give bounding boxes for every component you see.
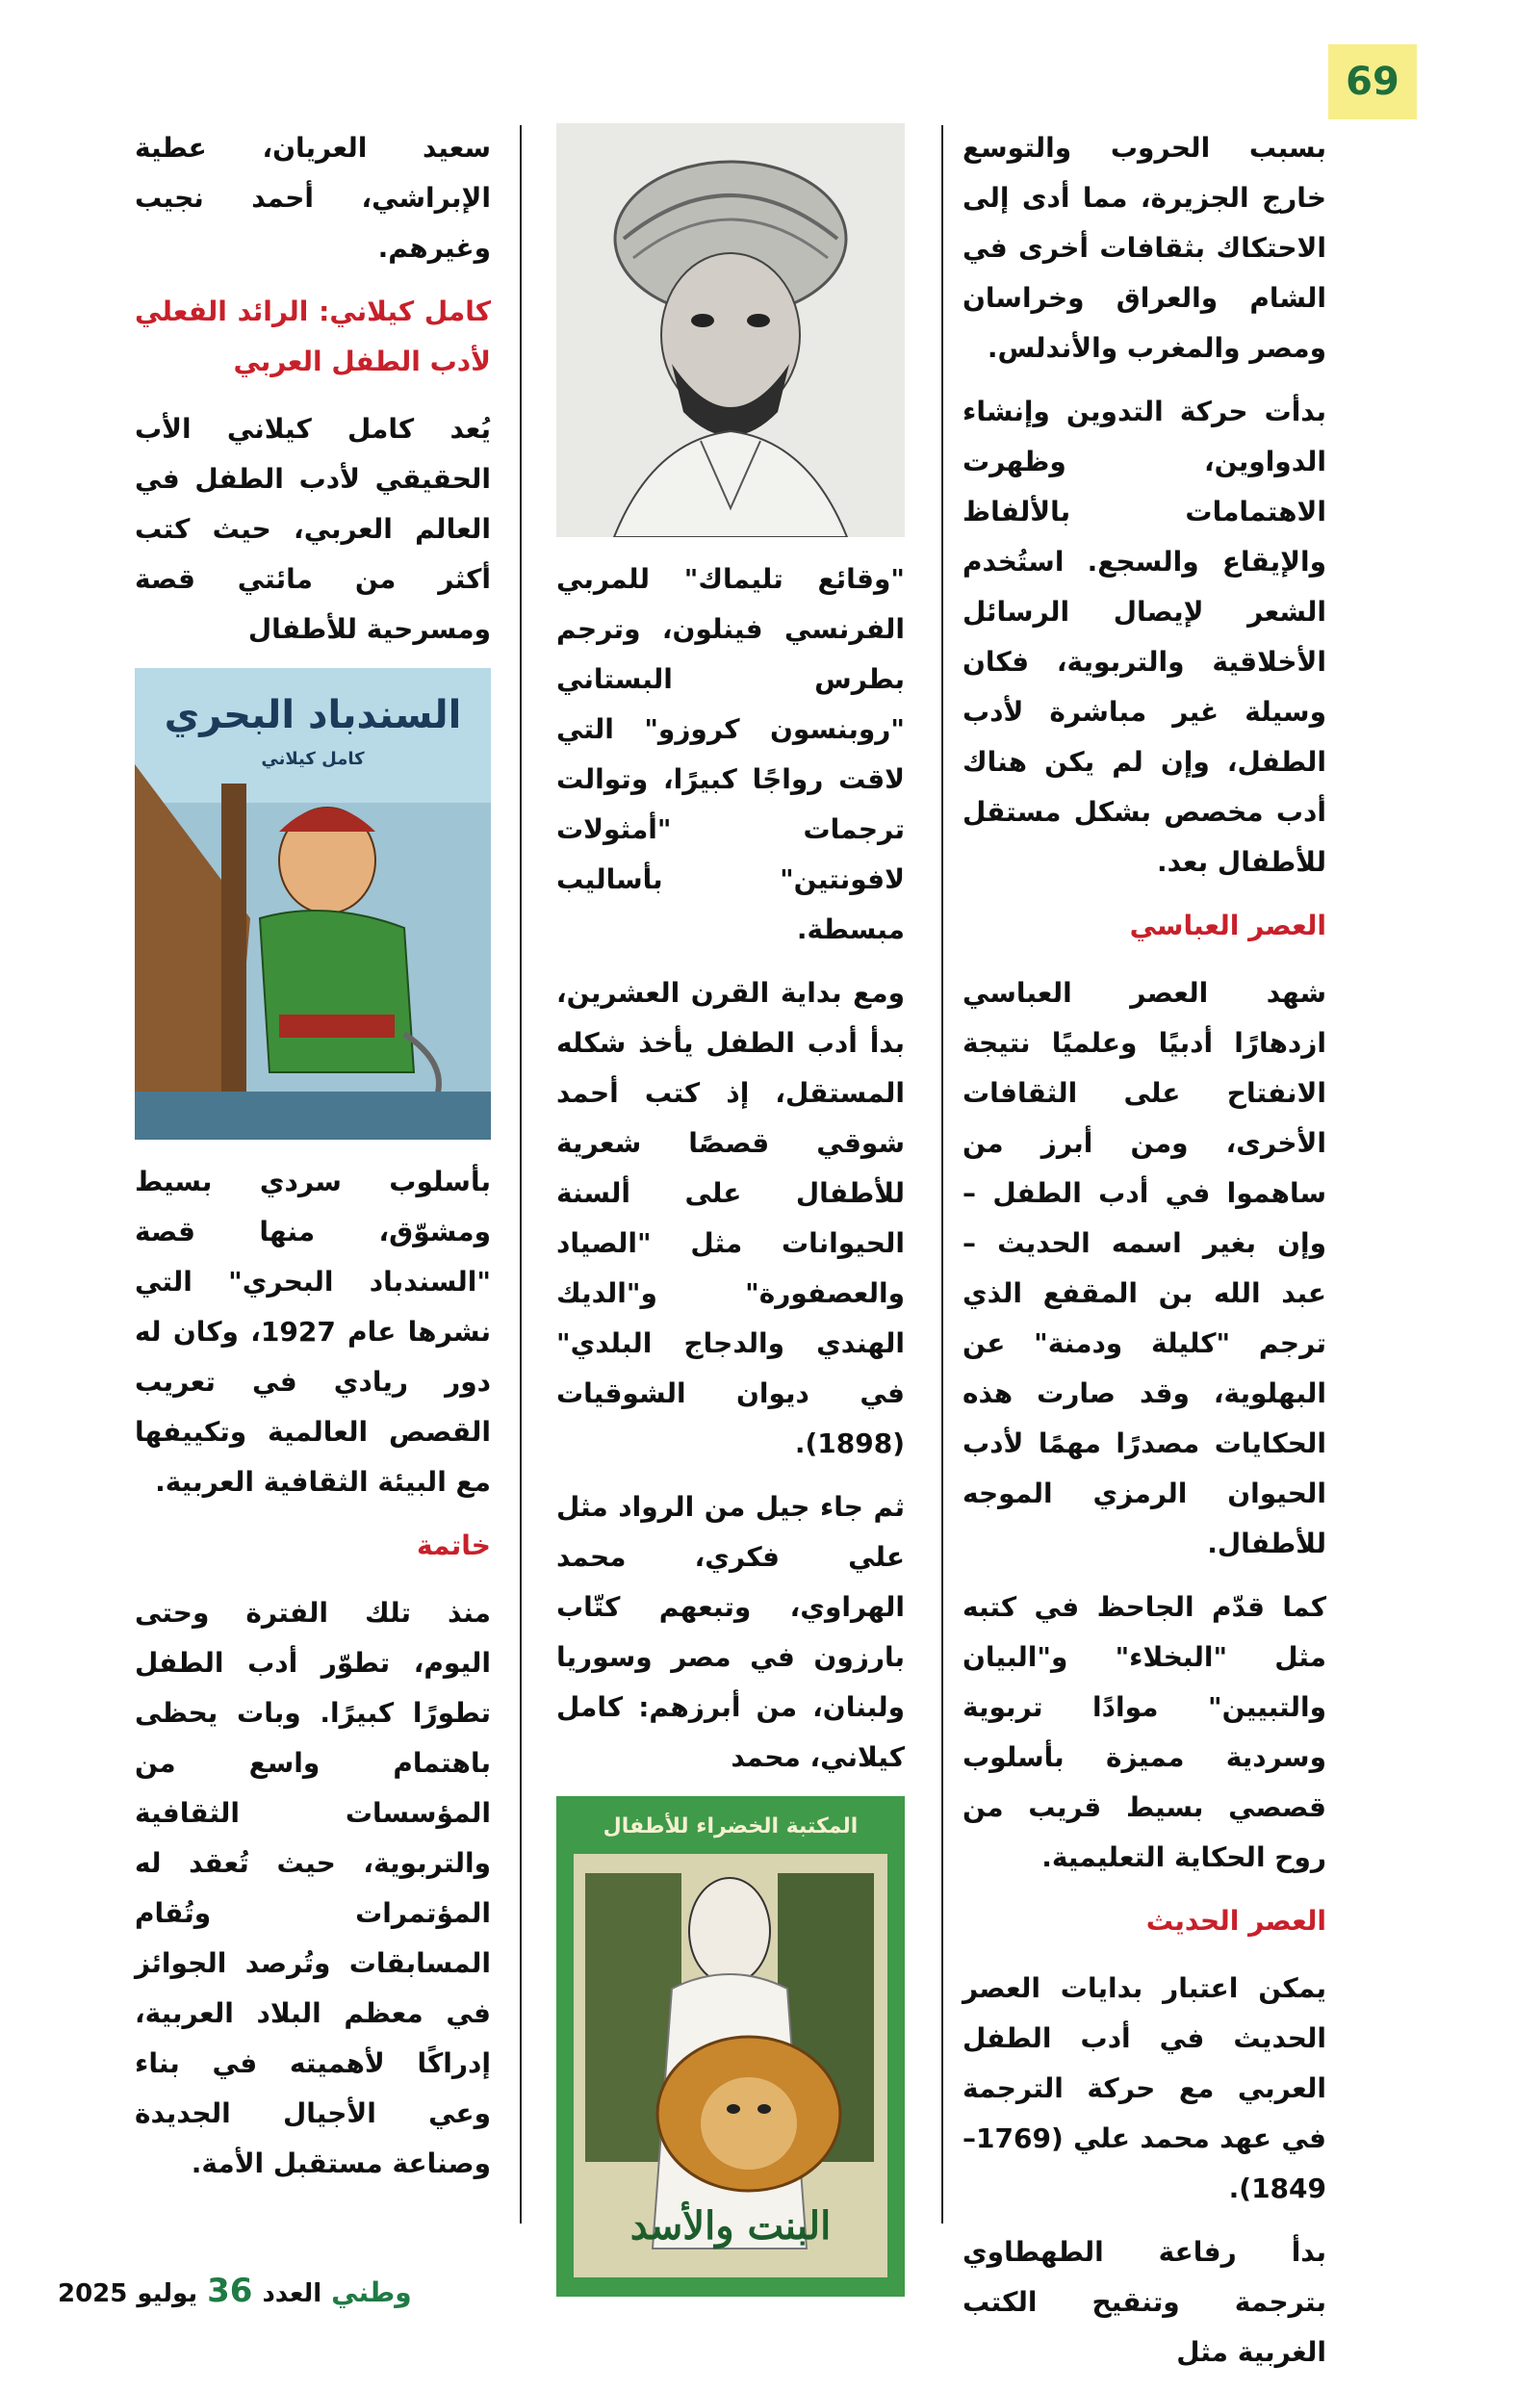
- section-heading-conclusion: خاتمة: [417, 1530, 491, 1561]
- issue-label: العدد: [262, 2279, 322, 2308]
- book2-series: المكتبة الخضراء للأطفال: [603, 1814, 859, 1838]
- paragraph: يمكن اعتبار بدايات العصر الحديث في أدب الطفل العربي مع حركة الترجمة في عهد محمد علي (1769–1849).: [962, 1972, 1326, 2204]
- book-cover-girl-and-lion: [556, 1796, 905, 2297]
- page-number: 69: [1328, 44, 1417, 119]
- book1-author: كامل كيلاني: [261, 749, 365, 769]
- paragraph: منذ تلك الفترة وحتى اليوم، تطوّر أدب الطفل تطورًا كبيرًا. وبات يحظى باهتمام واسع من المؤسسات الثقافية والتربوية، حيث تُعقد له المؤتمرات وتُقام المسابقات وتُرصد الجوائز في معظم البلاد العربية، إدراكًا لأهميته في بناء وعي الأجيال الجديدة وصناعة مستقبل الأمة.: [135, 1597, 491, 2179]
- paragraph: ثم جاء جيل من الرواد مثل علي فكري، محمد الهراوي، وتبعهم كتّاب بارزون في مصر وسوريا ولبنان، من أبرزهم: كامل كيلاني، محمد: [556, 1491, 905, 1773]
- paragraph: بأسلوب سردي بسيط ومشوّق، منها قصة "السندباد البحري" التي نشرها عام 1927، وكان له دور ريادي في تعريب القصص العالمية وتكييفها مع البيئة الثقافية العربية.: [135, 1166, 491, 1498]
- paragraph: بدأت حركة التدوين وإنشاء الدواوين، وظهرت الاهتمامات بالألفاظ والإيقاع والسجع. استُخدم الشعر لإيصال الرسائل الأخلاقية والتربوية، فكان وسيلة غير مباشرة لأدب الطفل، وإن لم يكن هناك أدب مخصص بشكل مستقل للأطفال بعد.: [962, 396, 1326, 878]
- girl-and-lion-cover: [556, 1796, 905, 2297]
- column-divider-left: [520, 125, 522, 2224]
- paragraph: بسبب الحروب والتوسع خارج الجزيرة، مما أدى إلى الاحتكاك بثقافات أخرى في الشام والعراق وخراسان ومصر والمغرب والأندلس.: [962, 132, 1326, 364]
- middle-column: [556, 123, 905, 2314]
- portrait-illustration: [556, 123, 905, 537]
- magazine-brand: وطني: [331, 2276, 412, 2308]
- paragraph: بدأ رفاعة الطهطاوي بترجمة وتنقيح الكتب الغربية مثل: [962, 2236, 1326, 2368]
- right-column: [962, 123, 1326, 2391]
- sindbad-cover: [135, 668, 491, 1140]
- paragraph: يُعد كامل كيلاني الأب الحقيقي لأدب الطفل في العالم العربي، حيث كتب أكثر من مائتي قصة ومسرحية للأطفال: [135, 413, 491, 645]
- left-column: [135, 123, 491, 2202]
- book2-title: البنت والأسد: [629, 2203, 832, 2249]
- book-cover-sindbad: [135, 668, 491, 1140]
- book1-title: السندباد البحري: [164, 693, 462, 737]
- section-heading-modern: العصر الحديث: [1145, 1905, 1326, 1937]
- paragraph: سعيد العريان، عطية الإبراشي، أحمد نجيب وغيرهم.: [135, 132, 491, 264]
- footer: [58, 2272, 412, 2310]
- column-divider-right: [941, 125, 943, 2224]
- paragraph: ومع بداية القرن العشرين، بدأ أدب الطفل يأخذ شكله المستقل، إذ كتب أحمد شوقي قصصًا شعرية للأطفال على ألسنة الحيوانات مثل "الصياد والعصفورة" و"الديك الهندي والدجاج البلدي" في ديوان الشوقيات (1898).: [556, 977, 905, 1459]
- paragraph: كما قدّم الجاحظ في كتبه مثل "البخلاء" و"البيان والتبيين" موادًا تربوية وسردية مميزة بأسلوب قصصي بسيط قريب من روح الحكاية التعليمية.: [962, 1591, 1326, 1873]
- section-heading-kilani: كامل كيلاني: الرائد الفعلي لأدب الطفل العربي: [135, 296, 491, 377]
- paragraph: "وقائع تليماك" للمربي الفرنسي فينلون، وترجم بطرس البستاني "روبنسون كروزو" التي لاقت رواجًا كبيرًا، وتوالت ترجمات "أمثولات لافونتين" بأساليب مبسطة.: [556, 563, 905, 945]
- issue-number: 36: [207, 2272, 253, 2310]
- issue-year: 2025: [58, 2279, 128, 2308]
- paragraph: شهد العصر العباسي ازدهارًا أدبيًا وعلميًا نتيجة الانفتاح على الثقافات الأخرى، ومن أبرز من ساهموا في أدب الطفل – وإن بغير اسمه الحديث – عبد الله بن المقفع الذي ترجم "كليلة ودمنة" عن البهلوية، وقد صارت هذه الحكايات مصدرًا مهمًا لأدب الحيوان الرمزي الموجه للأطفال.: [962, 977, 1326, 1559]
- section-heading-abbasid: العصر العباسي: [1129, 910, 1326, 941]
- portrait-image: [556, 123, 905, 537]
- issue-month: يوليو: [137, 2279, 198, 2308]
